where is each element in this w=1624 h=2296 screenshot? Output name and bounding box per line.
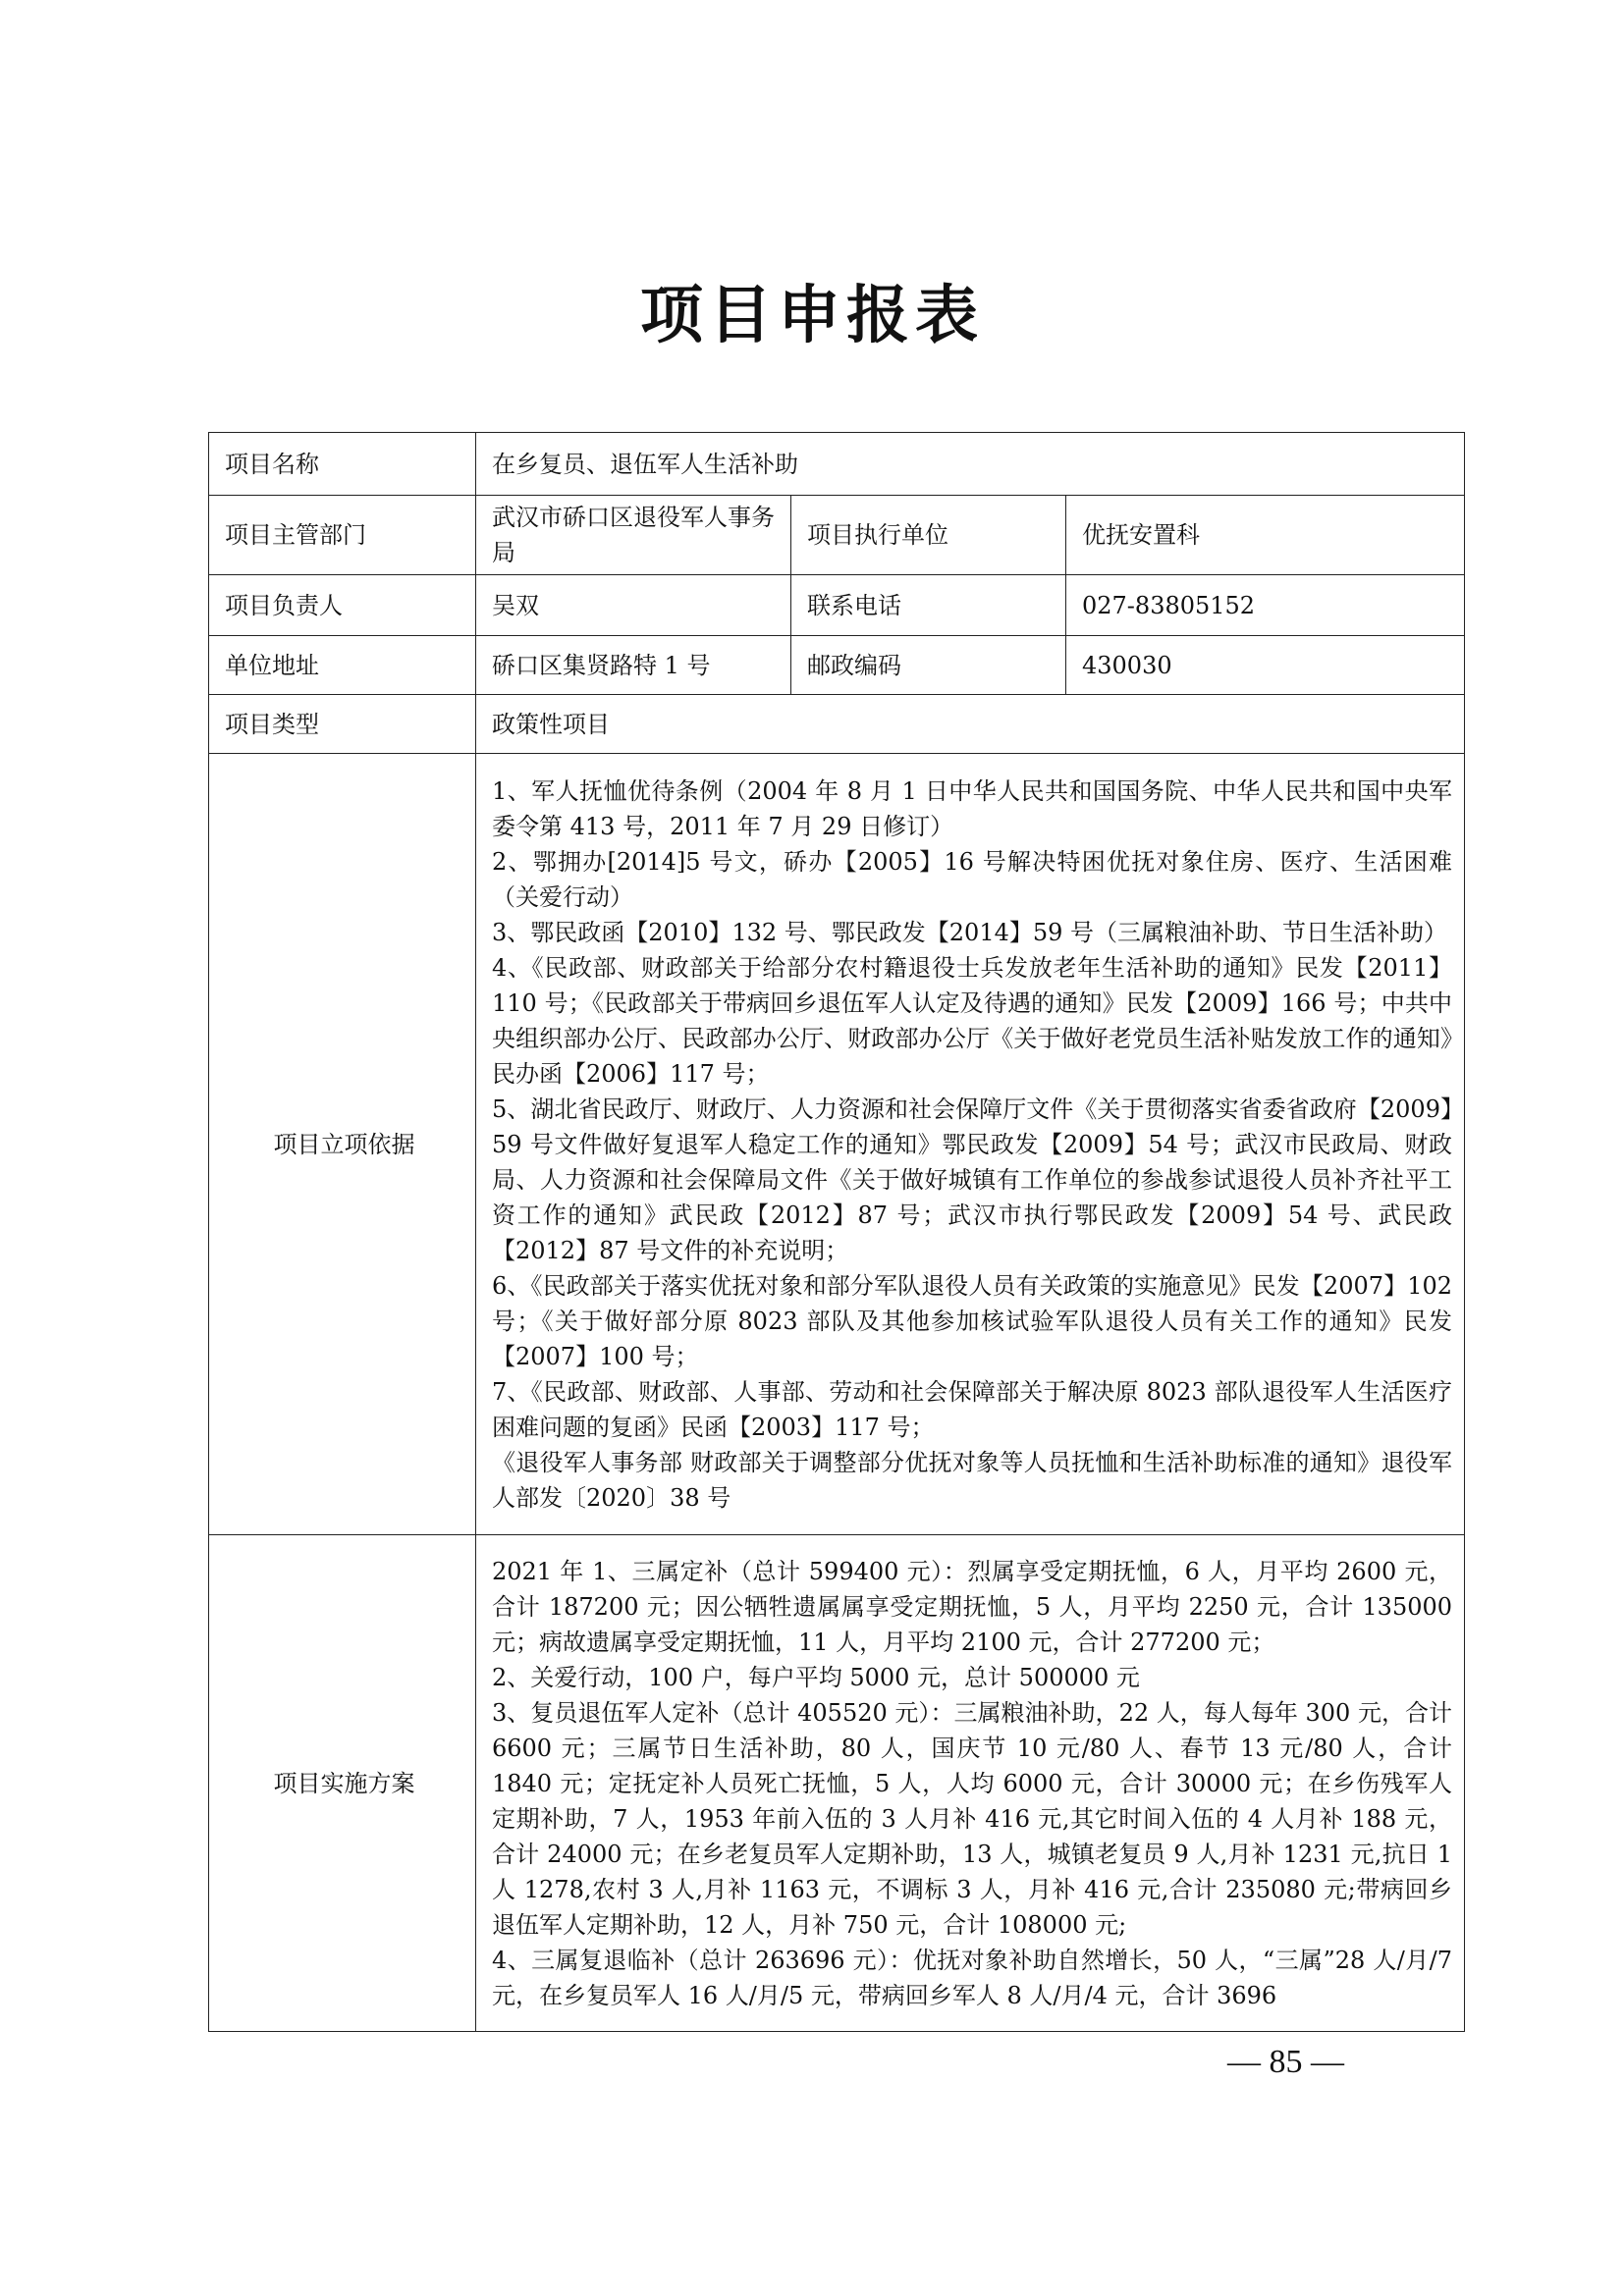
label-basis: 项目立项依据 — [209, 754, 476, 1535]
value-plan — [476, 1535, 1465, 2032]
label-leader: 项目负责人 — [209, 575, 476, 636]
basis-paragraph: 《退役军人事务部 财政部关于调整部分优抚对象等人员抚恤和生活补助标准的通知》退役军人部发〔2020〕38 号 — [492, 1448, 1453, 1512]
label-executing-unit: 项目执行单位 — [791, 496, 1066, 575]
page-number: — 85 — — [1227, 2044, 1344, 2080]
label-postcode: 邮政编码 — [791, 636, 1066, 695]
row-project-type — [209, 695, 1465, 754]
basis-paragraph: 4、《民政部、财政部关于给部分农村籍退役士兵发放老年生活补助的通知》民发【2011】110 号；《民政部关于带病回乡退伍军人认定及待遇的通知》民发【2009】166 号；中共中央组织部办公厅、民政部办公厅、财政部办公厅《关于做好老党员生活补贴发放工作的通知》民办函【2006】117 号； — [492, 953, 1453, 1088]
label-address: 单位地址 — [209, 636, 476, 695]
row-basis — [209, 754, 1465, 1535]
value-phone: 027-83805152 — [1066, 575, 1465, 636]
document-title: 项目申报表 — [640, 280, 984, 352]
row-plan — [209, 1535, 1465, 2032]
row-leader — [209, 575, 1465, 636]
plan-paragraph: 2、关爱行动，100 户，每户平均 5000 元，总计 500000 元 — [492, 1663, 1140, 1691]
label-plan: 项目实施方案 — [209, 1535, 476, 2032]
plan-paragraph: 2021 年 1、三属定补（总计 599400 元）：烈属享受定期抚恤，6 人，月平均 2600 元，合计 187200 元；因公牺牲遗属属享受定期抚恤，5 人，月平均 2250 元，合计 135000 元；病故遗属享受定期抚恤，11 人，月平均 2100 元，合计 277200 元； — [492, 1557, 1453, 1656]
plan-paragraph: 4、三属复退临补（总计 263696 元）：优抚对象补助自然增长，50 人，“三属”28 人/月/7 元，在乡复员军人 16 人/月/5 元，带病回乡军人 8 人/月/4 元，合计 3696 — [492, 1946, 1453, 2009]
value-address: 硚口区集贤路特 1 号 — [476, 636, 791, 695]
value-leader: 吴双 — [476, 575, 791, 636]
basis-paragraph: 6、《民政部关于落实优抚对象和部分军队退役人员有关政策的实施意见》民发【2007】102 号；《关于做好部分原 8023 部队及其他参加核试验军队退役人员有关工作的通知》民发【2007】100 号； — [492, 1271, 1453, 1370]
value-project-name: 在乡复员、退伍军人生活补助 — [476, 433, 1465, 496]
value-project-type: 政策性项目 — [476, 695, 1465, 754]
label-project-type: 项目类型 — [209, 695, 476, 754]
basis-paragraph: 3、鄂民政函【2010】132 号、鄂民政发【2014】59 号（三属粮油补助、节日生活补助） — [492, 918, 1448, 946]
row-project-name — [209, 433, 1465, 496]
value-basis — [476, 754, 1465, 1535]
plan-paragraph: 3、复员退伍军人定补（总计 405520 元）：三属粮油补助，22 人，每人每年 300 元，合计 6600 元；三属节日生活补助，80 人，国庆节 10 元/80 人、春节 13 元/80 人，合计 1840 元；定抚定补人员死亡抚恤，5 人，人均 6000 元，合计 30000 元；在乡伤残军人定期补助，7 人，1953 年前入伍的 3 人月补 416 元,其它时间入伍的 4 人月补 188 元，合计 24000 元；在乡老复员军人定期补助，13 人，城镇老复员 9 人,月补 1231 元,抗日 1 人 1278,农村 3 人,月补 1163 元，不调标 3 人，月补 416 元,合计 235080 元;带病回乡退伍军人定期补助，12 人，月补 750 元，合计 108000 元; — [492, 1698, 1453, 1939]
basis-paragraph: 1、军人抚恤优待条例（2004 年 8 月 1 日中华人民共和国国务院、中华人民共和国中央军委令第 413 号，2011 年 7 月 29 日修订） — [492, 776, 1453, 840]
label-project-name: 项目名称 — [209, 433, 476, 496]
row-department — [209, 496, 1465, 575]
basis-paragraph: 2、鄂拥办[2014]5 号文，硚办【2005】16 号解决特困优抚对象住房、医疗、生活困难（关爱行动） — [492, 847, 1453, 911]
value-postcode: 430030 — [1066, 636, 1465, 695]
label-department: 项目主管部门 — [209, 496, 476, 575]
basis-paragraph: 7、《民政部、财政部、人事部、劳动和社会保障部关于解决原 8023 部队退役军人生活医疗困难问题的复函》民函【2003】117 号； — [492, 1377, 1453, 1441]
value-executing-unit: 优抚安置科 — [1066, 496, 1465, 575]
row-address — [209, 636, 1465, 695]
value-department: 武汉市硚口区退役军人事务局 — [476, 496, 791, 575]
basis-paragraph: 5、湖北省民政厅、财政厅、人力资源和社会保障厅文件《关于贯彻落实省委省政府【2009】59 号文件做好复退军人稳定工作的通知》鄂民政发【2009】54 号；武汉市民政局、财政局、人力资源和社会保障局文件《关于做好城镇有工作单位的参战参试退役人员补齐社平工资工作的通知》武民政【2012】87 号；武汉市执行鄂民政发【2009】54 号、武民政【2012】87 号文件的补充说明； — [492, 1095, 1453, 1264]
project-application-table — [208, 432, 1465, 2032]
label-phone: 联系电话 — [791, 575, 1066, 636]
